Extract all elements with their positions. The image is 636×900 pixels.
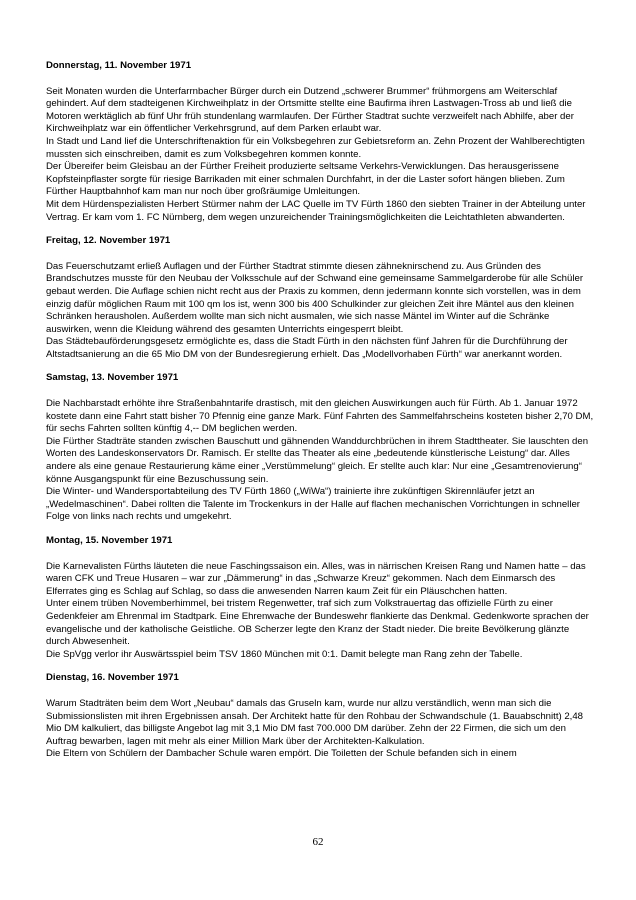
diary-entry <box>46 60 594 224</box>
diary-entry <box>46 235 594 361</box>
entry-date: Dienstag, 16. November 1971 <box>46 672 179 684</box>
entry-paragraph: Die SpVgg verlor ihr Auswärtsspiel beim TSV 1860 München mit 0:1. Damit belegte man Rang zehn der Tabelle. <box>46 648 523 660</box>
entry-paragraph: Die Winter- und Wandersportabteilung des TV Fürth 1860 („WiWa“) trainierte ihre zukünftigen Skirennläufer jetzt an „Wedelmaschinen“. Dabei rollten die Talente im Trockenkurs in der Halle auf flachen mechanischen Vorrichtungen in schneller Folge von links nach rechts und umgekehrt. <box>46 486 580 523</box>
entry-date: Donnerstag, 11. November 1971 <box>46 60 192 71</box>
entry-date: Montag, 15. November 1971 <box>46 535 173 546</box>
entry-date: Freitag, 12. November 1971 <box>46 235 171 247</box>
entry-paragraph: Der Übereifer beim Gleisbau an der Fürther Freiheit produzierte seltsame Verkehrs-Verwicklungen. Das herausgerissene Kopfsteinpflaster sorgte für riesige Barrikaden mit einer schmalen Durchfahrt, in der die Laster sofort hängen blieben. Zum Fürther Hauptbahnhof kam man nur noch über großräumige Umleitungen. <box>46 161 565 198</box>
entry-paragraph: Unter einem trüben Novemberhimmel, bei tristem Regenwetter, traf sich zum Volkstrauertag das offizielle Fürth zu einer Gedenkfeier am Ehrenmal im Stadtpark. Eine Ehrenwache der Bundeswehr flankierte das Denkmal. Gedenkworte sprachen der evangelische und der katholische Geistliche. OB Scherzer legte den Kranz der Stadt nieder. Die breite Bevölkerung glänzte durch Abwesenheit. <box>46 598 589 648</box>
document-page <box>46 60 594 772</box>
entry-paragraph: Das Feuerschutzamt erließ Auflagen und der Fürther Stadtrat stimmte diesen zähneknirschend zu. Aus Gründen des Brandschutzes musste für den Neubau der Volksschule auf der Schwand eine gemeinsame Sammelgarderobe für alle Schüler gebaut werden. Die Auflage schien nicht recht aus der Praxis zu kommen, denn jedermann konnte sich vorstellen, was in dem einzig dafür möglichen Raum mit 100 qm los ist, wenn 300 bis 400 Schulkinder zur gleichen Zeit ihre Mäntel aus den kleinen Schränken herausholen. Außerdem wollte man sich nicht ausmalen, wie sich nasse Mäntel im Winter auf die Schränke auswirken, wenn die Kleidung während des gesamten Unterrichts eingesperrt bleibt. <box>46 260 584 335</box>
entry-paragraph: Warum Stadträten beim dem Wort „Neubau“ damals das Gruseln kam, wurde nur allzu verständlich, wenn man sich die Submissionslisten mit ihren Ergebnissen ansah. Der Architekt hatte für den Rohbau der Schwandschule (1. Bauabschnitt) 2,48 Mio DM kalkuliert, das billigste Angebot lag mit 3,1 Mio DM fast 700.000 DM darüber. Zehn der 22 Firmen, die sich um den Auftrag bewarben, lagen mit mehr als einer Million Mark über der Architekten-Kalkulation. <box>46 697 584 747</box>
page-number: 62 <box>312 836 324 848</box>
entry-paragraph: In Stadt und Land lief die Unterschriftenaktion für ein Volksbegehren zur Gebietsreform an. Zehn Prozent der Wahlberechtigten mussten sich einschreiben, damit es zum Volksbegehren kommen konnte. <box>46 135 585 160</box>
entry-paragraph: Mit dem Hürdenspezialisten Herbert Stürmer nahm der LAC Quelle im TV Fürth 1860 den siebten Trainer in der Abteilung unter Vertrag. Er kam vom 1. FC Nürnberg, dem wegen unzureichender Trainingsmöglichkeiten die Leichtathleten abwanderten. <box>46 198 586 223</box>
entry-paragraph: Die Karnevalisten Fürths läuteten die neue Faschingssaison ein. Alles, was in närrischen Kreisen Rang und Namen hatte – das waren CFK und Treue Husaren – war zur „Dämmerung“ in das „Schwarze Kreuz“ gekommen. Nach dem Einmarsch des Elferrates ging es Schlag auf Schlag, so dass die anwesenden Narren kaum Zeit für ein Pläuschchen hatten. <box>46 560 586 597</box>
entry-paragraph: Die Eltern von Schülern der Dambacher Schule waren empört. Die Toiletten der Schule befanden sich in einem <box>46 748 517 760</box>
entry-paragraph: Die Fürther Stadträte standen zwischen Bauschutt und gähnenden Wanddurchbrüchen in ihrem Stadttheater. Sie lauschten den Worten des Landeskonservators Dr. Ramisch. Er stellte das Theater als eine „bedeutende künstlerische Leistung“ dar. Alles andere als eine genaue Restaurierung käme einer „Verstümmelung“ gleich. Er stellte auch klar: Nur eine „Gesamtrenovierung“ könne Ausgangspunkt für eine Bezuschussung sein. <box>46 435 589 485</box>
diary-entry <box>46 672 594 761</box>
entry-paragraph: Das Städtebauförderungsgesetz ermöglichte es, dass die Stadt Fürth in den nächsten fünf Jahren für die Durchführung der Altstadtsanierung an die 65 Mio DM von der Bundesregierung erhielt. Das „Modellvorhaben Fürth“ war anerkannt worden. <box>46 336 568 360</box>
diary-entry <box>46 535 594 661</box>
entry-date: Samstag, 13. November 1971 <box>46 372 179 384</box>
entry-paragraph: Seit Monaten wurden die Unterfarrnbacher Bürger durch ein Dutzend „schwerer Brummer“ frühmorgens am Weiterschlaf gehindert. Auf dem stadteigenen Kirchweihplatz in der Ortsmitte stellte eine Baufirma ihren Lastwagen-Tross ab und ließ die Motoren werktäglich ab fünf Uhr früh stundenlang warmlaufen. Der Fürther Stadtrat suchte verzweifelt nach Abhilfe, aber der Kirchweihplatz war ein öffentlicher Verkehrsgrund, auf dem Parken erlaubt war. <box>46 85 574 135</box>
entry-paragraph: Die Nachbarstadt erhöhte ihre Straßenbahntarife drastisch, mit den gleichen Auswirkungen auch für Fürth. Ab 1. Januar 1972 kostete dann eine Fahrt statt bisher 70 Pfennig eine ganze Mark. Fünf Fahrten des Sammelfahrscheins kosteten bisher 2,70 DM, für sechs Fahrten sollten künftig 4,-- DM beglichen werden. <box>46 398 594 435</box>
diary-entry <box>46 372 594 524</box>
